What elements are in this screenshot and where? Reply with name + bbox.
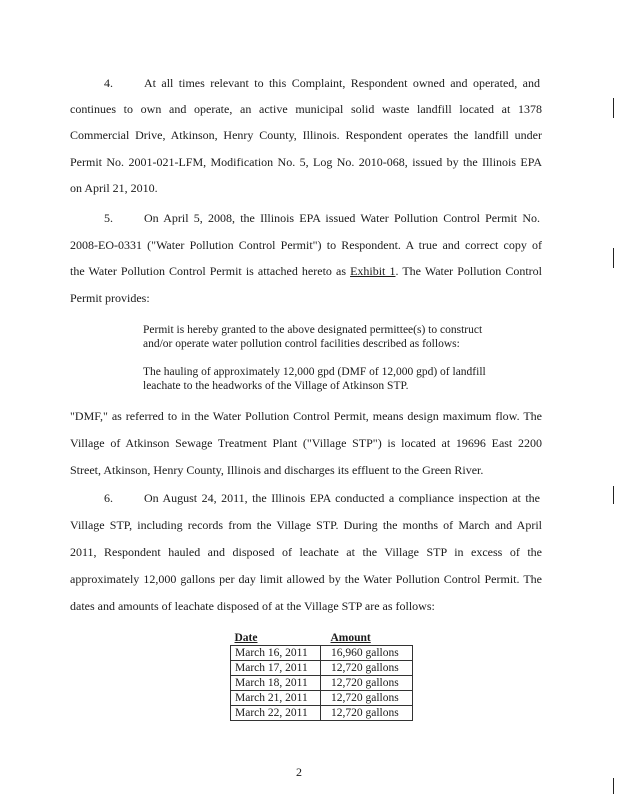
margin-mark: [613, 778, 614, 794]
para4-line-4: Permit No. 2001-021-LFM, Modification No. 5, Log No. 2010-068, issued by the Illinois EPA: [70, 155, 542, 169]
table-cell-amount: 12,720 gallons: [321, 691, 413, 706]
after-quote-line-2: Village of Atkinson Sewage Treatment Plant ("Village STP") is located at 19696 East 2200: [70, 436, 542, 450]
para6-number: 6.: [104, 491, 113, 505]
table-cell-date: March 18, 2011: [231, 676, 321, 691]
margin-mark: [613, 248, 614, 268]
para4-line-1-text: At all times relevant to this Complaint, Respondent owned and operated, and: [144, 76, 540, 90]
para5-line-1-text: On April 5, 2008, the Illinois EPA issued Water Pollution Control Permit No.: [144, 211, 540, 225]
para5-line-2: 2008-EO-0331 ("Water Pollution Control Permit") to Respondent. A true and correct copy of: [70, 238, 542, 252]
para6-line-1-text: On August 24, 2011, the Illinois EPA conducted a compliance inspection at the: [144, 491, 540, 505]
para5-line-4: Permit provides:: [70, 291, 150, 305]
margin-mark: [613, 486, 614, 504]
para5-line-1: [104, 211, 542, 225]
para5-line-3-suffix: . The Water Pollution Control: [395, 264, 542, 278]
after-quote-line-1: "DMF," as referred to in the Water Pollution Control Permit, means design maximum flow. The: [70, 409, 542, 423]
para5-number: 5.: [104, 211, 113, 225]
quote-line-4: leachate to the headworks of the Village of Atkinson STP.: [143, 380, 409, 392]
para5-line-3: [70, 264, 542, 278]
para6-line-5: dates and amounts of leachate disposed of at the Village STP are as follows:: [70, 599, 435, 613]
para4-line-2: continues to own and operate, an active municipal solid waste landfill located at 1378: [70, 102, 542, 116]
page-number: 2: [296, 765, 302, 779]
para6-line-3: 2011, Respondent hauled and disposed of leachate at the Village STP in excess of the: [70, 545, 542, 559]
table-header-date: Date: [231, 631, 321, 646]
table-row: [231, 691, 413, 706]
table-cell-date: March 16, 2011: [231, 646, 321, 661]
table-header-amount: Amount: [321, 631, 413, 646]
para4-line-1: [104, 76, 542, 90]
table-row: [231, 676, 413, 691]
para4-number: 4.: [104, 76, 113, 90]
table-row: [231, 661, 413, 676]
exhibit-1-reference: Exhibit 1: [350, 264, 396, 278]
para6-line-2: Village STP, including records from the Village STP. During the months of March and April: [70, 518, 542, 532]
quote-line-3: The hauling of approximately 12,000 gpd (DMF of 12,000 gpd) of landfill: [143, 366, 486, 378]
table-header-row: [231, 631, 413, 646]
table-cell-date: March 22, 2011: [231, 706, 321, 721]
table-cell-amount: 12,720 gallons: [321, 676, 413, 691]
para6-line-4: approximately 12,000 gallons per day limit allowed by the Water Pollution Control Permit. The: [70, 572, 542, 586]
table-row: [231, 706, 413, 721]
table-cell-amount: 12,720 gallons: [321, 661, 413, 676]
after-quote-line-3: Street, Atkinson, Henry County, Illinois and discharges its effluent to the Green River.: [70, 463, 484, 477]
table-row: [231, 646, 413, 661]
leachate-amounts-table: [230, 631, 413, 721]
para4-line-3: Commercial Drive, Atkinson, Henry County, Illinois. Respondent operates the landfill under: [70, 128, 542, 142]
quote-line-2: and/or operate water pollution control facilities described as follows:: [143, 338, 460, 350]
quote-line-1: Permit is hereby granted to the above designated permittee(s) to construct: [143, 324, 483, 336]
para5-line-3-prefix: the Water Pollution Control Permit is attached hereto as: [70, 264, 351, 278]
table-cell-amount: 12,720 gallons: [321, 706, 413, 721]
table-cell-date: March 21, 2011: [231, 691, 321, 706]
table-cell-date: March 17, 2011: [231, 661, 321, 676]
para6-line-1: [104, 491, 542, 505]
table-cell-amount: 16,960 gallons: [321, 646, 413, 661]
para4-line-5: on April 21, 2010.: [70, 181, 158, 195]
margin-mark: [613, 98, 614, 118]
